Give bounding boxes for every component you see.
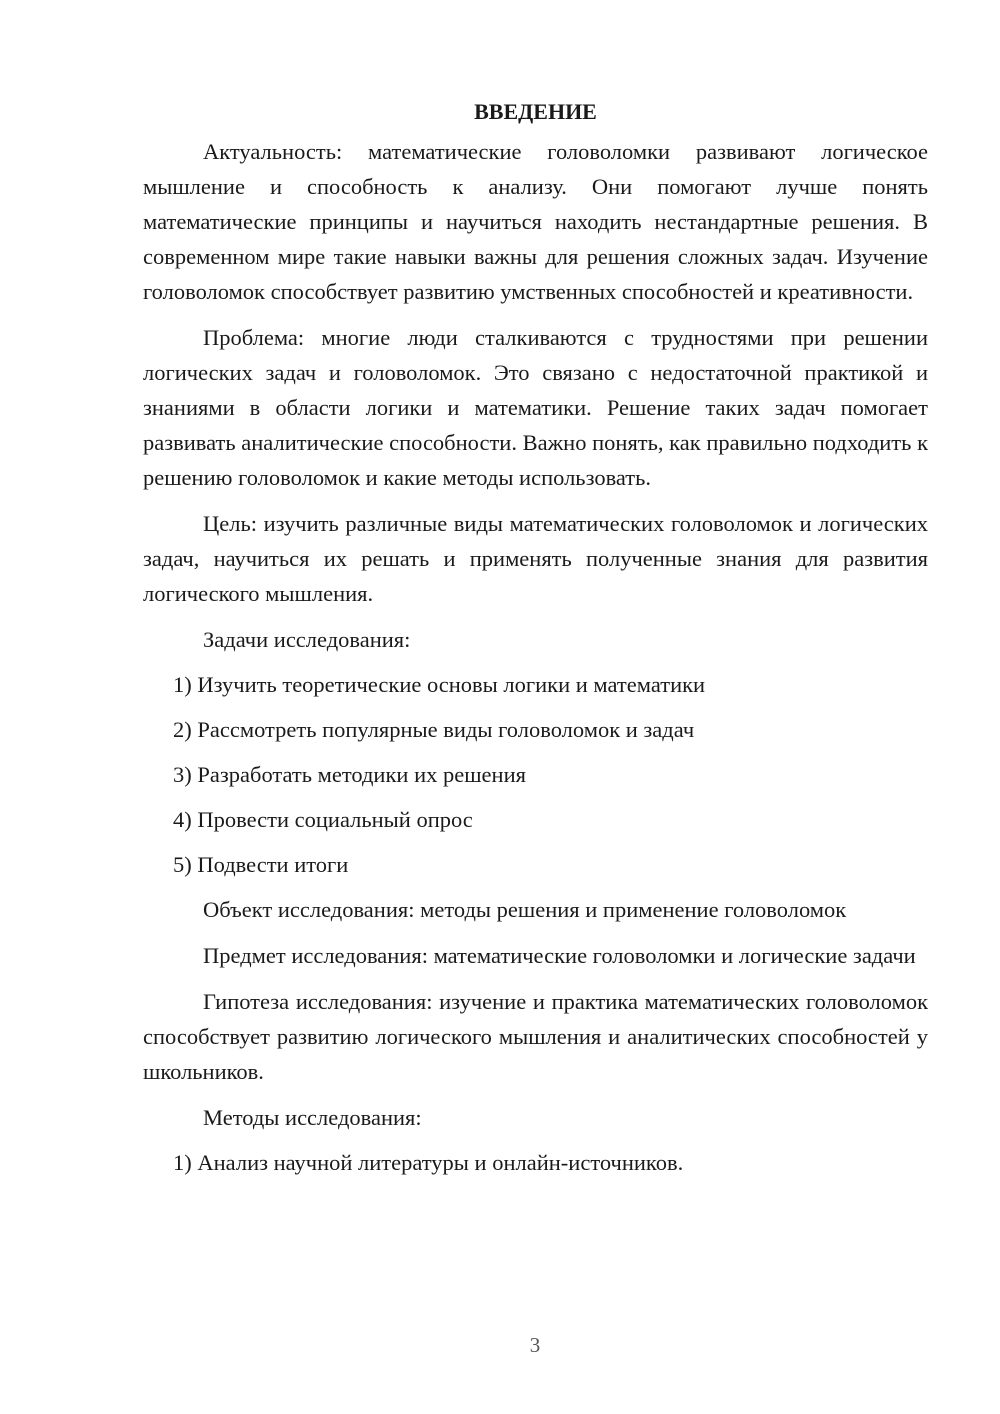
tasks-label: Задачи исследования: — [203, 627, 411, 652]
section-title: ВВЕДЕНИЕ — [474, 99, 597, 124]
task-item: 5) Подвести итоги — [173, 852, 349, 877]
subject-paragraph: Предмет исследования: математические головоломки и логические задачи — [203, 943, 916, 968]
hypothesis-paragraph: Гипотеза исследования: изучение и практика математических головоломок способствует развитию логического мышления и аналитических способностей у школьников. — [143, 989, 928, 1084]
methods-label: Методы исследования: — [203, 1105, 422, 1130]
methods-list — [143, 1145, 928, 1180]
task-item: 3) Разработать методики их решения — [173, 762, 526, 787]
task-item: 2) Рассмотреть популярные виды головоломок и задач — [173, 717, 695, 742]
task-item: 4) Провести социальный опрос — [173, 807, 473, 832]
goal-paragraph: Цель: изучить различные виды математических головоломок и логических задач, научиться их решать и применять полученные знания для развития логического мышления. — [143, 511, 928, 606]
page-number: 3 — [529, 1333, 541, 1357]
document-page — [143, 94, 928, 1190]
object-paragraph: Объект исследования: методы решения и применение головоломок — [203, 897, 847, 922]
method-item: 1) Анализ научной литературы и онлайн-источников. — [173, 1150, 684, 1175]
tasks-list — [143, 667, 928, 882]
relevance-paragraph: Актуальность: математические головоломки развивают логическое мышление и способность к анализу. Они помогают лучше понять математические принципы и научиться находить нестандартные решения. В современном мире такие навыки важны для решения сложных задач. Изучение головоломок способствует развитию умственных способностей и креативности. — [143, 139, 928, 304]
problem-paragraph: Проблема: многие люди сталкиваются с трудностями при решении логических задач и головоломок. Это связано с недостаточной практикой и знаниями в области логики и математики. Решение таких задач помогает развивать аналитические способности. Важно понять, как правильно подходить к решению головоломок и какие методы использовать. — [143, 325, 928, 490]
task-item: 1) Изучить теоретические основы логики и математики — [173, 672, 706, 697]
